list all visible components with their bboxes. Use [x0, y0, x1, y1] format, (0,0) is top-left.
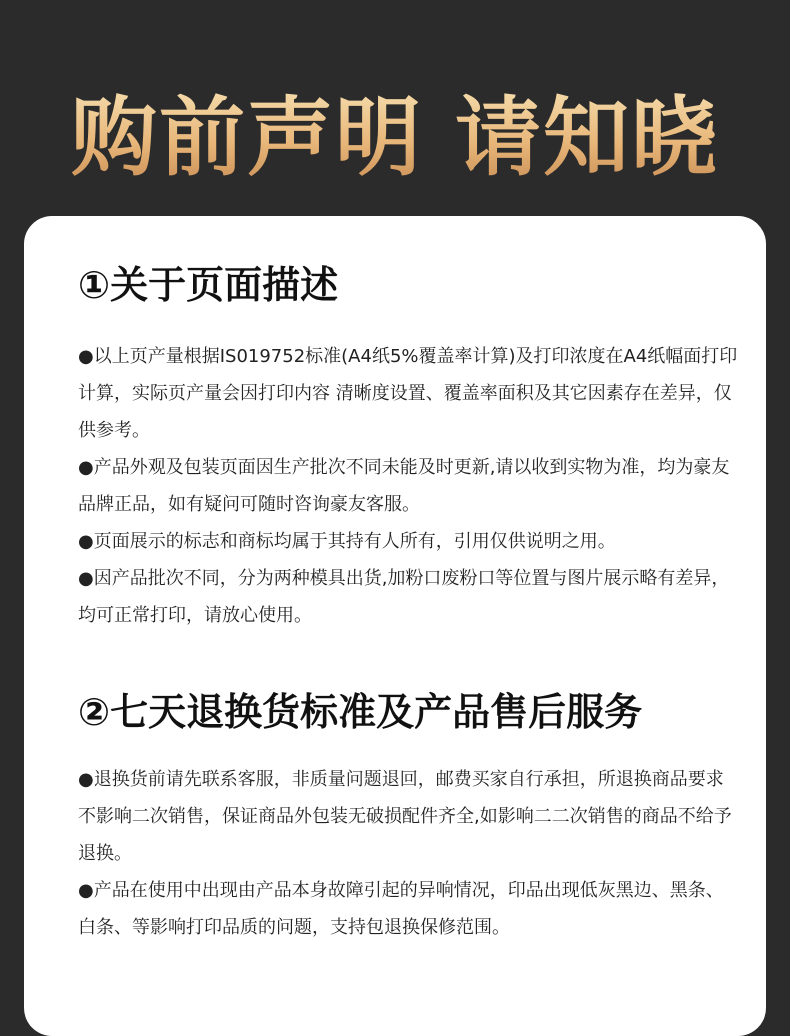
paragraph-page-yield: ●以上页产量根据IS019752标准(A4纸5%覆盖率计算)及打印浓度在A4纸幅面打印计算，实际页产量会因打印内容 清晰度设置、覆盖率面积及其它因素存在差异，仅供参考。 [78, 346, 738, 441]
paragraph-warranty: ●产品在使用中出现由产品本身故障引起的异响情况，印品出现低灰黑边、黑条、白条、等影响打印品质的问题，支持包退换保修范围。 [78, 880, 724, 938]
paragraph-trademark: ●页面展示的标志和商标均属于其持有人所有，引用仅供说明之用。 [78, 531, 616, 552]
section-title-page-description: ①关于页面描述 [78, 263, 339, 307]
notice-card [24, 216, 766, 1036]
paragraph-appearance: ●产品外观及包装页面因生产批次不同未能及时更新,请以收到实物为准，均为豪友品牌正品，如有疑问可随时咨询豪友客服。 [78, 457, 730, 515]
paragraph-mold-batch: ●因产品批次不同，分为两种模具出货,加粉口废粉口等位置与图片展示略有差异，均可正常打印，请放心使用。 [78, 568, 730, 626]
paragraph-return-conditions: ●退换货前请先联系客服，非质量问题退回，邮费买家自行承担，所退换商品要求不影响二次销售，保证商品外包装无破损配件齐全,如影响二二次销售的商品不给予退换。 [78, 769, 732, 864]
section-title-return-policy: ②七天退换货标准及产品售后服务 [78, 690, 643, 734]
page-title: 购前声明 请知晓 [0, 88, 790, 188]
